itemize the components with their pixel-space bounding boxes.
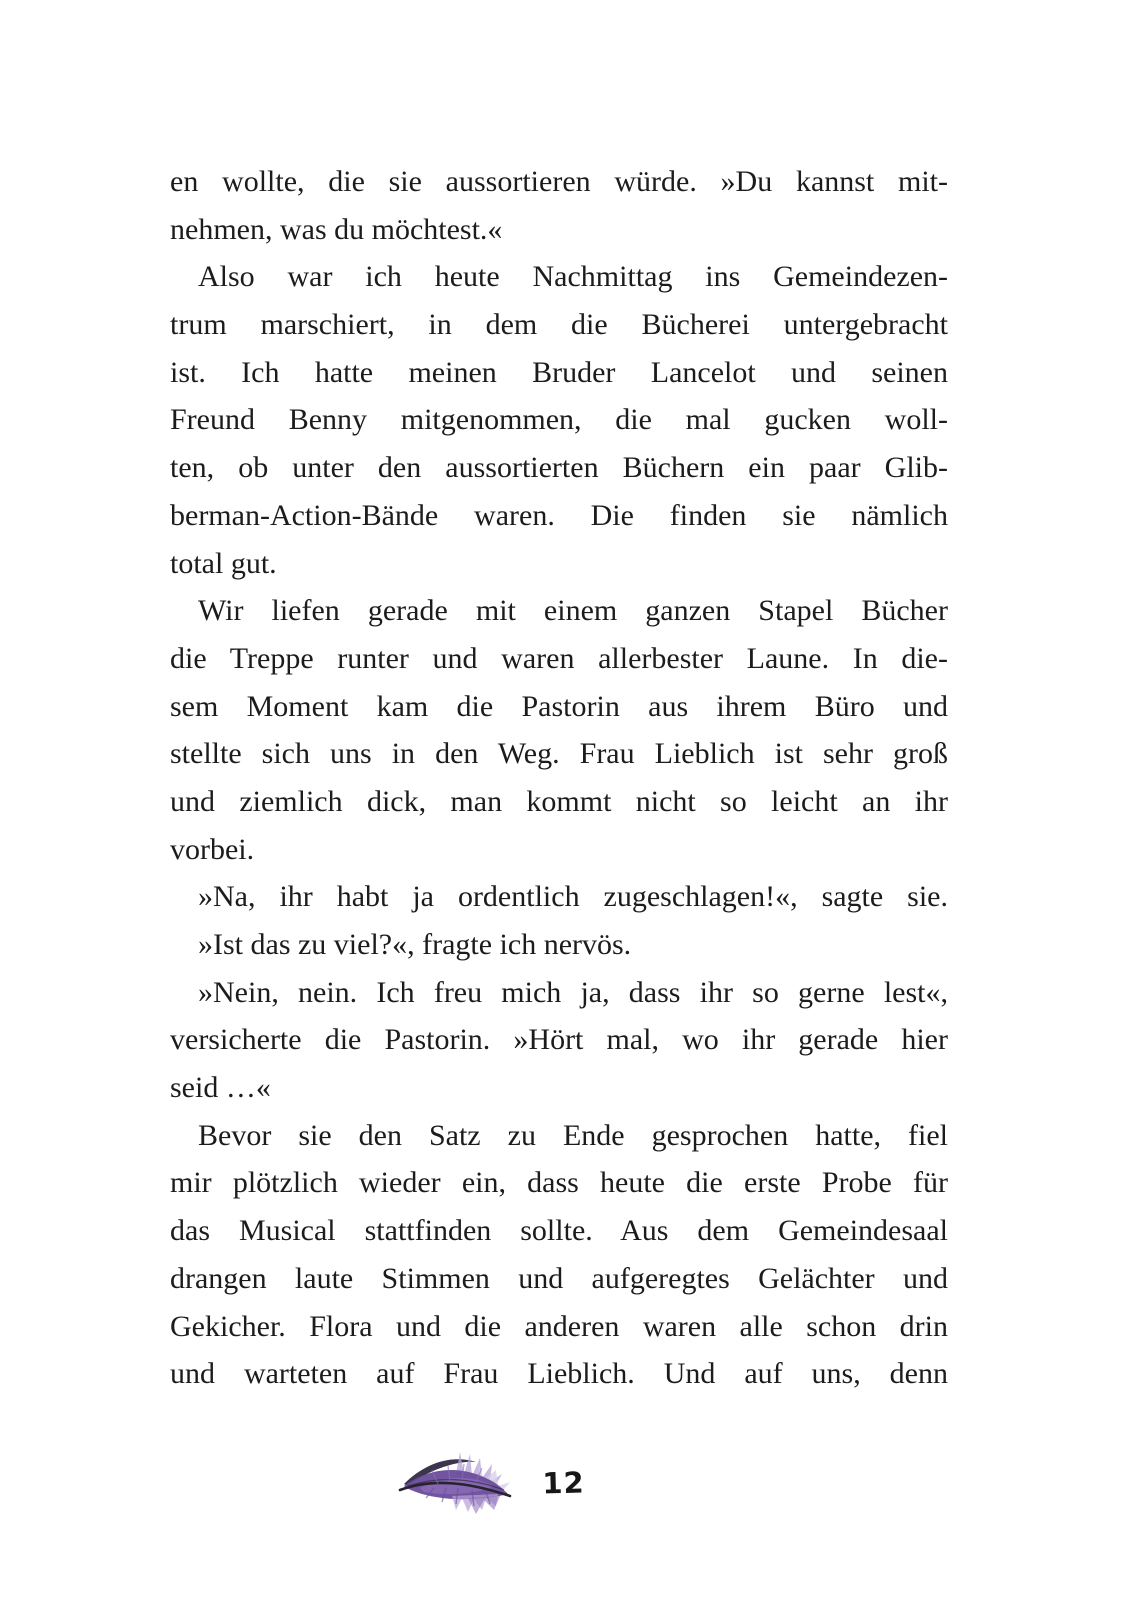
text-line: drangen laute Stimmen und aufgeregtes Gelächter und	[170, 1261, 948, 1295]
text-line: versicherte die Pastorin. »Hört mal, wo ihr gerade hier	[170, 1023, 948, 1057]
text-line: trum marschiert, in dem die Bücherei untergebracht	[170, 308, 948, 342]
text-line: seid …«	[170, 1071, 271, 1105]
text-line: das Musical stattfinden sollte. Aus dem Gemeindesaal	[170, 1214, 948, 1248]
text-line: Wir liefen gerade mit einem ganzen Stapel Bücher	[198, 594, 948, 628]
text-line: total gut.	[170, 546, 277, 580]
page-number: 12	[541, 1465, 586, 1501]
text-line: »Ist das zu viel?«, fragte ich nervös.	[198, 928, 632, 961]
text-line: Also war ich heute Nachmittag ins Gemeindezen-	[198, 260, 948, 294]
text-line: vorbei.	[170, 832, 255, 866]
text-line: »Na, ihr habt ja ordentlich zugeschlagen!«, sagte sie.	[198, 880, 948, 914]
text-line: und ziemlich dick, man kommt nicht so leicht an ihr	[170, 784, 948, 818]
page-text	[170, 158, 948, 1398]
text-line: ten, ob unter den aussortierten Büchern ein paar Glib-	[170, 451, 948, 485]
text-line: ist. Ich hatte meinen Bruder Lancelot und seinen	[170, 355, 948, 389]
text-line: »Nein, nein. Ich freu mich ja, dass ihr so gerne lest«,	[198, 975, 948, 1009]
text-line: sem Moment kam die Pastorin aus ihrem Büro und	[170, 689, 948, 723]
text-line: Bevor sie den Satz zu Ende gesprochen hatte, fiel	[198, 1118, 948, 1152]
text-line: stellte sich uns in den Weg. Frau Lieblich ist sehr groß	[170, 737, 948, 771]
text-line: mir plötzlich wieder ein, dass heute die erste Probe für	[170, 1166, 948, 1200]
text-line: Freund Benny mitgenommen, die mal gucken woll-	[170, 403, 948, 437]
text-line: berman-Action-Bände waren. Die finden sie nämlich	[170, 498, 948, 532]
text-line: Gekicher. Flora und die anderen waren alle schon drin	[170, 1309, 948, 1343]
text-line: nehmen, was du möchtest.«	[170, 212, 503, 246]
page-footer	[0, 1438, 1127, 1528]
text-line: und warteten auf Frau Lieblich. Und auf uns, denn	[170, 1357, 948, 1391]
text-line: die Treppe runter und waren allerbester Laune. In die-	[170, 641, 948, 675]
text-line: en wollte, die sie aussortieren würde. »Du kannst mit-	[170, 165, 948, 198]
